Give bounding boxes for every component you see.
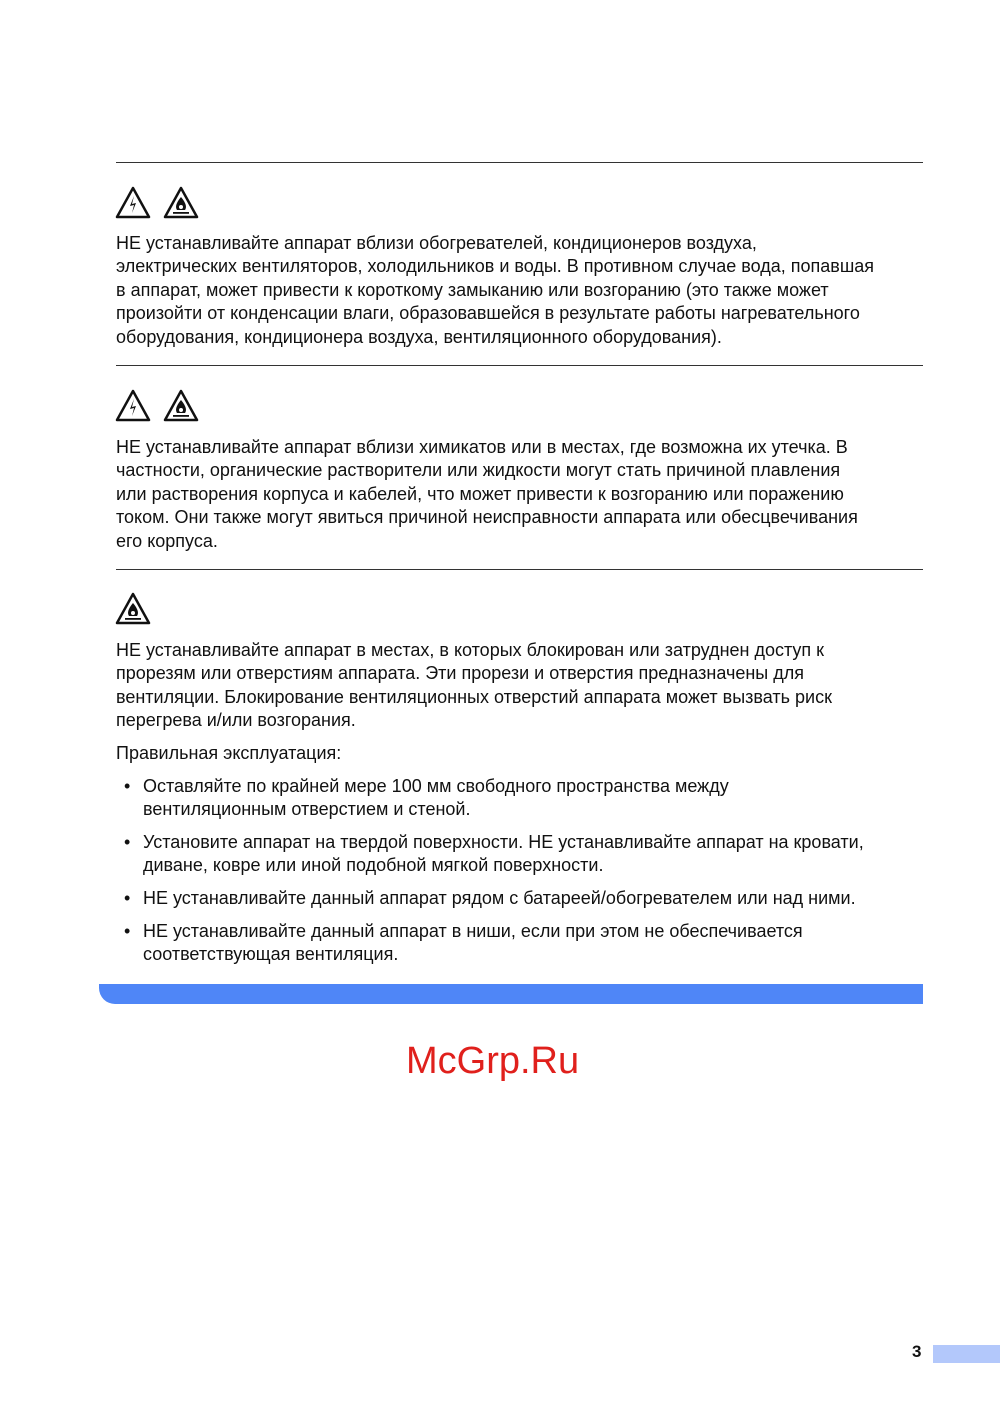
page-tab [933,1345,1000,1363]
fire-warning-icon [163,389,199,422]
warning-text-2 [116,436,936,553]
text-line: Установите аппарат на твердой поверхности. НЕ устанавливайте аппарат на кровати, [143,832,864,852]
section-end-bar [99,984,923,1004]
divider [116,162,923,163]
page-number: 3 [912,1342,922,1361]
text-line: диване, ковре или иной подобной мягкой поверхности. [143,855,604,876]
text-line: прорезям или отверстиям аппарата. Эти прорези и отверстия предназначены для [116,663,804,684]
proper-use-heading [116,742,936,765]
text-line: его корпуса. [116,530,218,551]
warning-icons [115,592,151,625]
text-line: оборудования, кондиционера воздуха, вентиляционного оборудования). [116,326,722,347]
bullet: • [124,832,131,852]
electric-shock-warning-icon [115,186,151,219]
text-line: НЕ устанавливайте данный аппарат в ниши, если при этом не обеспечивается [143,921,803,941]
text-line: НЕ устанавливайте аппарат в местах, в которых блокирован или затруднен доступ к [116,640,825,660]
text-line: частности, органические растворители или жидкости могут стать причиной плавления [116,460,841,481]
text-line: НЕ устанавливайте аппарат вблизи обогревателей, кондиционеров воздуха, [116,233,757,253]
text-line: электрических вентиляторов, холодильников и воды. В противном случае вода, попавшая [116,256,875,277]
fire-warning-icon [163,186,199,219]
fire-warning-icon [115,592,151,625]
text-line: Правильная эксплуатация: [116,743,342,763]
divider [116,569,923,570]
warning-icons [115,389,199,422]
text-line: вентиляции. Блокирование вентиляционных отверстий аппарата может вызвать риск [116,686,832,707]
bullet: • [124,776,131,796]
watermark: McGrp.Ru [406,1040,580,1082]
warning-icons [115,186,199,219]
text-line: НЕ устанавливайте аппарат вблизи химикатов или в местах, где возможна их утечка. В [116,437,848,457]
text-line: перегрева и/или возгорания. [116,710,356,731]
bullet: • [124,888,131,908]
text-line: в аппарат, может привести к короткому замыканию или возгоранию (это также может [116,279,829,300]
text-line: соответствующая вентиляция. [143,944,399,965]
text-line: током. Они также могут явиться причиной неисправности аппарата или обесцвечивания [116,507,858,528]
text-line: произойти от конденсации влаги, образовавшейся в результате работы нагревательного [116,303,860,324]
divider [116,365,923,366]
warning-text-1 [116,232,936,349]
text-line: вентиляционным отверстием и стеной. [143,799,471,820]
warning-text-3 [116,639,936,733]
bullet: • [124,921,131,941]
text-line: НЕ устанавливайте данный аппарат рядом с батареей/обогревателем или над ними. [143,888,856,908]
electric-shock-warning-icon [115,389,151,422]
text-line: или растворения корпуса и кабелей, что может привести к возгоранию или поражению [116,483,844,504]
text-line: Оставляйте по крайней мере 100 мм свободного пространства между [143,776,729,796]
